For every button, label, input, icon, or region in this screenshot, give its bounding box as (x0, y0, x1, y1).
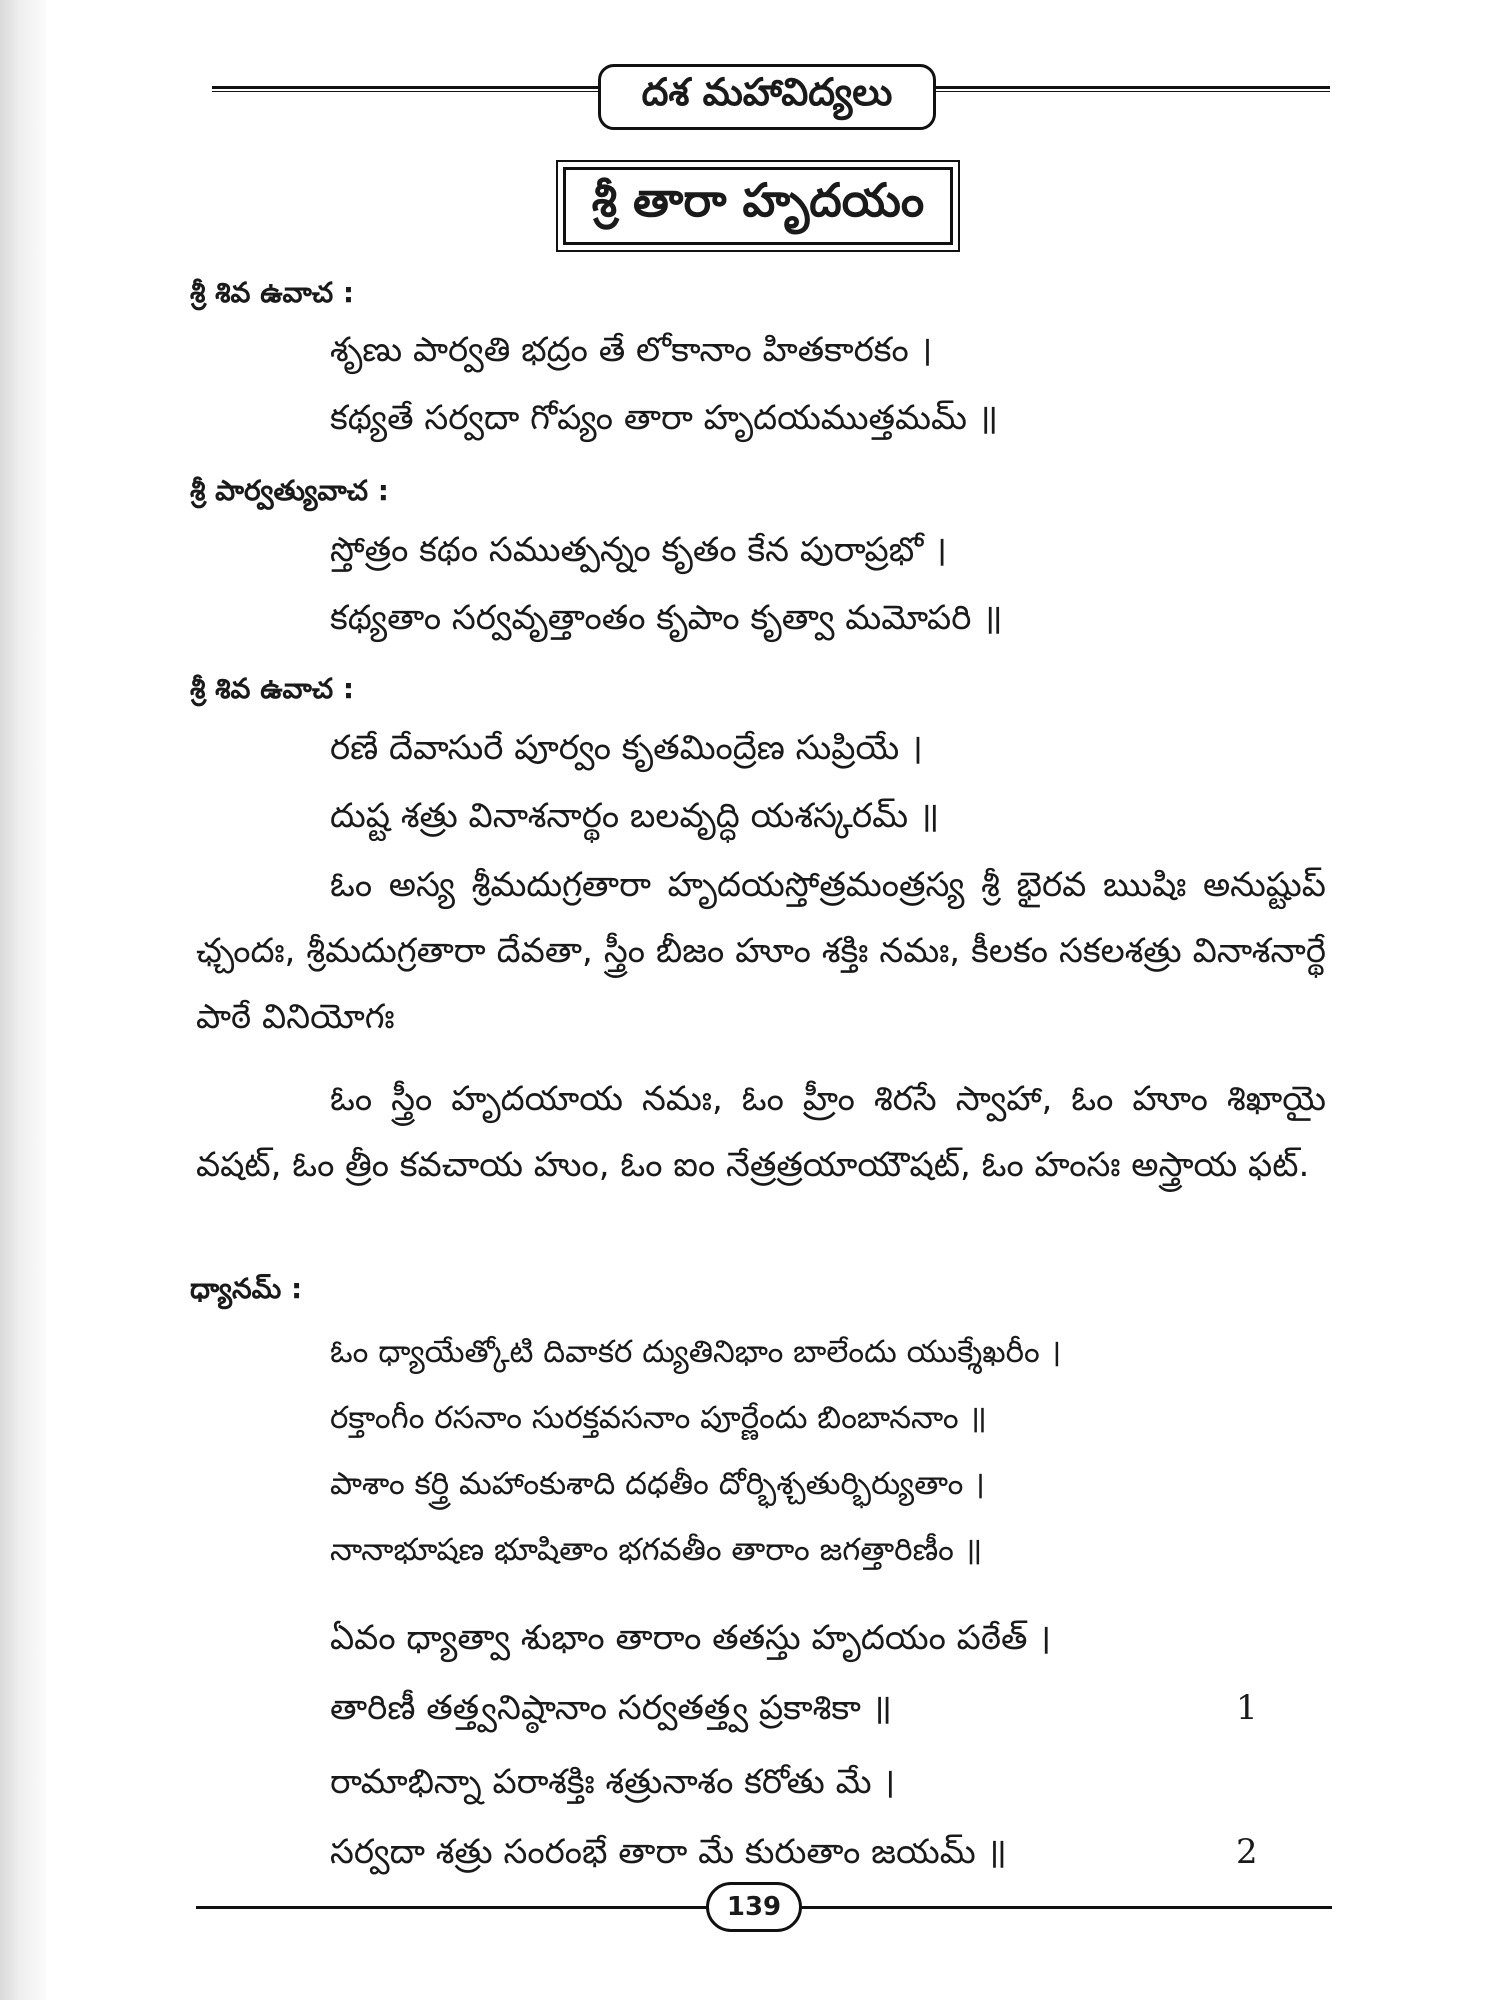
verse-line: రణే దేవాసురే పూర్వం కృతమింద్రేణ సుప్రియే । (330, 728, 923, 768)
verse-number: 1 (1236, 1688, 1258, 1728)
page-number: 139 (706, 1882, 802, 1932)
page-title: శ్రీ తారా హృదయం (563, 167, 953, 245)
viniyoga-paragraph (196, 852, 1326, 1050)
running-header: దశ మహావిద్యలు (598, 64, 936, 130)
verse-line: స్తోత్రం కథం సముత్పన్నం కృతం కేన పురాప్రభో । (330, 530, 947, 570)
nyasa-paragraph (196, 1066, 1326, 1198)
verse-line: ఏవం ధ్యాత్వా శుభాం తారాం తతస్తు హృదయం పఠేత్ । (330, 1618, 1052, 1658)
speaker-label: శ్రీ శివ ఉవాచ : (190, 672, 355, 705)
page-gutter-shadow (0, 0, 46, 2000)
viniyoga-text: ఓం అస్య శ్రీమదుగ్రతారా హృదయస్తోత్రమంత్రస్య శ్రీ భైరవ ఋషిః అనుష్టుప్ ఛ్చందః, శ్రీమదుగ్రతారా దేవతా, స్త్రీం బీజం హూం శక్తిః నమః, కీలకం సకలశత్రు వినాశనార్థే పాఠే వినియోగః (196, 865, 1326, 1037)
dhyana-line: ఓం ధ్యాయేత్కోటి దివాకర ద్యుతినిభాం బాలేందు యుక్శేఖరీం । (330, 1334, 1062, 1370)
dhyana-line: పాశాం కర్త్రి మహాంకుశాది దధతీం దోర్భిశ్చతుర్భిర్యుతాం । (330, 1466, 985, 1502)
dhyana-line: రక్తాంగీం రసనాం సురక్తవసనాం పూర్ణేందు బింబాననాం ॥ (330, 1400, 987, 1436)
verse-line: రామాభిన్నా పరాశక్తిః శత్రునాశం కరోతు మే । (330, 1762, 896, 1802)
verse-number: 2 (1236, 1832, 1258, 1872)
nyasa-text: ఓం స్త్రీం హృదయాయ నమః, ఓం హ్రీం శిరసే స్వాహా, ఓం హూం శిఖాయై వషట్, ఓం త్రీం కవచాయ హుం, ఓం ఐం నేత్రత్రయాయౌషట్, ఓం హంసః అస్త్రాయ ఫట్. (196, 1079, 1326, 1185)
verse-line: కథ్యతే సర్వదా గోప్యం తారా హృదయముత్తమమ్ ॥ (330, 398, 999, 438)
verse-line: సర్వదా శత్రు సంరంభే తారా మే కురుతాం జయమ్ ॥ (330, 1832, 1007, 1872)
speaker-label: శ్రీ శివ ఉవాచ : (190, 276, 355, 309)
verse-line: దుష్ట శత్రు వినాశనార్థం బలవృద్ధి యశస్కరమ్ ॥ (330, 796, 940, 836)
verse-line: కథ్యతాం సర్వవృత్తాంతం కృపాం కృత్వా మమోపరి ॥ (330, 598, 1003, 638)
speaker-label: శ్రీ పార్వత్యువాచ : (190, 474, 390, 507)
dhyana-line: నానాభూషణ భూషితాం భగవతీం తారాం జగత్తారిణీం ॥ (330, 1532, 983, 1568)
verse-line: తారిణీ తత్త్వనిష్ఠానాం సర్వతత్త్వ ప్రకాశికా ॥ (330, 1688, 893, 1728)
title-frame (556, 160, 960, 252)
verse-line: శృణు పార్వతి భద్రం తే లోకానాం హితకారకం । (330, 330, 933, 370)
dhyana-label: ధ్యానమ్ : (190, 1272, 303, 1305)
